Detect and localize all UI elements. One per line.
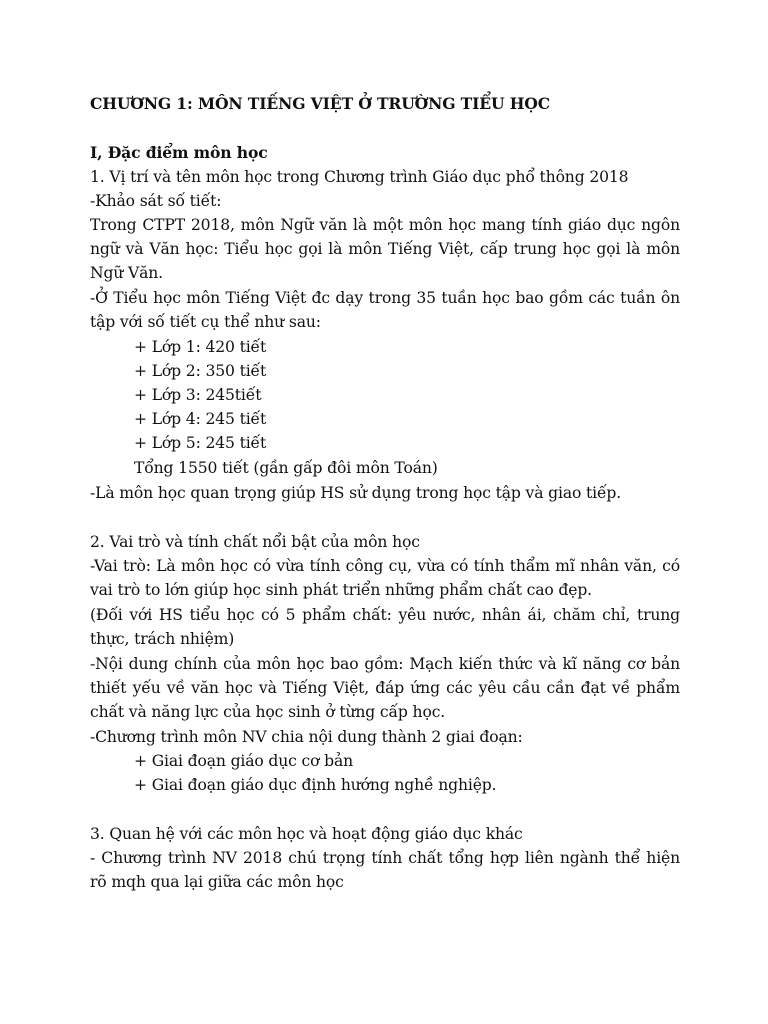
relation-paragraph: - Chương trình NV 2018 chú trọng tính chất tổng hợp liên ngành thể hiện rõ mqh qua lại giữa các môn học xyxy=(90,849,680,892)
role-paragraph: -Vai trò: Là môn học có vừa tính công cụ, vừa có tính thẩm mĩ nhân văn, có vai trò to lớn giúp học sinh phát triển những phẩm chất cao đẹp. xyxy=(90,557,680,600)
grade-item: + Lớp 1: 420 tiết xyxy=(134,338,267,356)
grade-total: Tổng 1550 tiết (gần gấp đôi môn Toán) xyxy=(134,459,438,477)
ctpt-paragraph: Trong CTPT 2018, môn Ngữ văn là một môn học mang tính giáo dục ngôn ngữ và Văn học: Tiểu học gọi là môn Tiếng Việt, cấp trung học gọi là môn Ngữ Văn. xyxy=(90,216,680,283)
qualities-paragraph: (Đối với HS tiểu học có 5 phẩm chất: yêu nước, nhân ái, chăm chỉ, trung thực, trách nhiệm) xyxy=(90,606,680,649)
grade-item: + Lớp 5: 245 tiết xyxy=(134,434,267,452)
subsection-heading-1: 1. Vị trí và tên môn học trong Chương trình Giáo dục phổ thông 2018 xyxy=(90,168,629,186)
section-title: I, Đặc điểm môn học xyxy=(90,143,268,162)
subsection-heading-2: 2. Vai trò và tính chất nổi bật của môn học xyxy=(90,533,420,551)
grade-item: + Lớp 3: 245tiết xyxy=(134,386,262,404)
subsection-heading-3: 3. Quan hệ với các môn học và hoạt động giáo dục khác xyxy=(90,825,523,843)
content-paragraph: -Nội dung chính của môn học bao gồm: Mạch kiến thức và kĩ năng cơ bản thiết yếu về văn học và Tiếng Việt, đáp ứng các yêu cầu cần đạt về phẩm chất và năng lực của học sinh ở từng cấp học. xyxy=(90,655,680,722)
chapter-heading: CHƯƠNG 1: MÔN TIẾNG VIỆT Ở TRƯỜNG TIỂU HỌC xyxy=(90,94,550,113)
grade-item: + Lớp 4: 245 tiết xyxy=(134,410,267,428)
importance-line: -Là môn học quan trọng giúp HS sử dụng trong học tập và giao tiếp. xyxy=(90,484,622,502)
grade-item: + Lớp 2: 350 tiết xyxy=(134,362,267,380)
weeks-paragraph: -Ở Tiểu học môn Tiếng Việt đc dạy trong 35 tuần học bao gồm các tuần ôn tập với số tiết cụ thể như sau: xyxy=(90,289,680,332)
survey-line: -Khảo sát số tiết: xyxy=(90,192,222,210)
stage-item: + Giai đoạn giáo dục cơ bản xyxy=(134,752,354,770)
stage-item: + Giai đoạn giáo dục định hướng nghề nghiệp. xyxy=(134,776,497,794)
program-line: -Chương trình môn NV chia nội dung thành 2 giai đoạn: xyxy=(90,728,523,746)
